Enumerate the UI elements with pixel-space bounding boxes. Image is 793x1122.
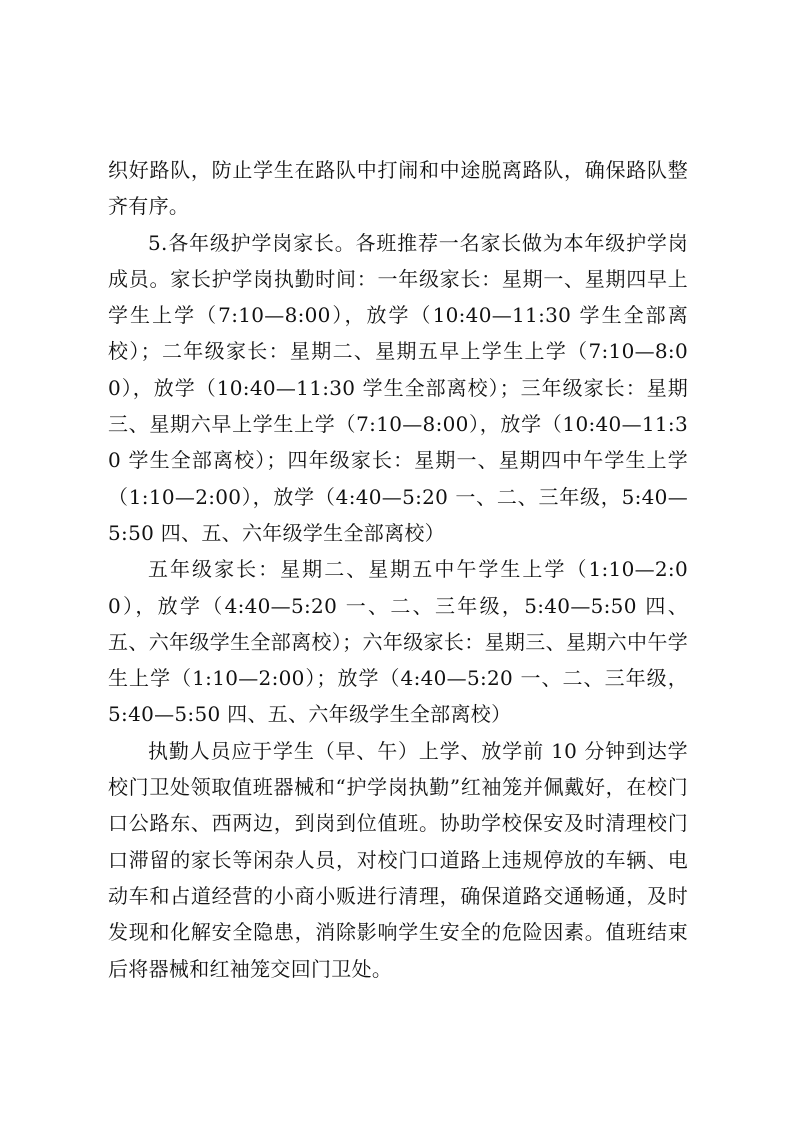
document-body [108, 152, 688, 987]
paragraph-grade5-grade6-schedule: 五年级家长：星期二、星期五中午学生上学（1:10—2:00），放学（4:40—5:20 一、二、三年级，5:40—5:50 四、五、六年级学生全部离校）；六年级家长：星期三、星期六中午学生上学（1:10—2:00）；放学（4:40—5:20 一、二、三年级，5:40—5:50 四、五、六年级学生全部离校） [108, 557, 688, 727]
paragraph-continuation: 织好路队，防止学生在路队中打闹和中途脱离路队，确保路队整齐有序。 [108, 158, 688, 219]
paragraph-grade-parents-duty: 5.各年级护学岗家长。各班推荐一名家长做为本年级护学岗成员。家长护学岗执勤时间：一年级家长：星期一、星期四早上学生上学（7:10—8:00），放学（10:40—11:30 学生全部离校）；二年级家长：星期二、星期五早上学生上学（7:10—8:00），放学（10:40—11:30 学生全部离校）；三年级家长：星期三、星期六早上学生上学（7:10—8:00），放学（10:40—11:30 学生全部离校）；四年级家长：星期一、星期四中午学生上学（1:10—2:00），放学（4:40—5:20 一、二、三年级，5:40—5:50 四、五、六年级学生全部离校） [108, 230, 688, 545]
paragraph-duty-instructions: 执勤人员应于学生（早、午）上学、放学前 10 分钟到达学校门卫处领取值班器械和“护学岗执勤”红袖笼并佩戴好，在校门口公路东、西两边，到岗到位值班。协助学校保安及时清理校门口滞留的家长等闲杂人员，对校门口道路上违规停放的车辆、电动车和占道经营的小商小贩进行清理，确保道路交通畅通，及时发现和化解安全隐患，消除影响学生安全的危险因素。值班结束后将器械和红袖笼交回门卫处。 [108, 738, 688, 981]
